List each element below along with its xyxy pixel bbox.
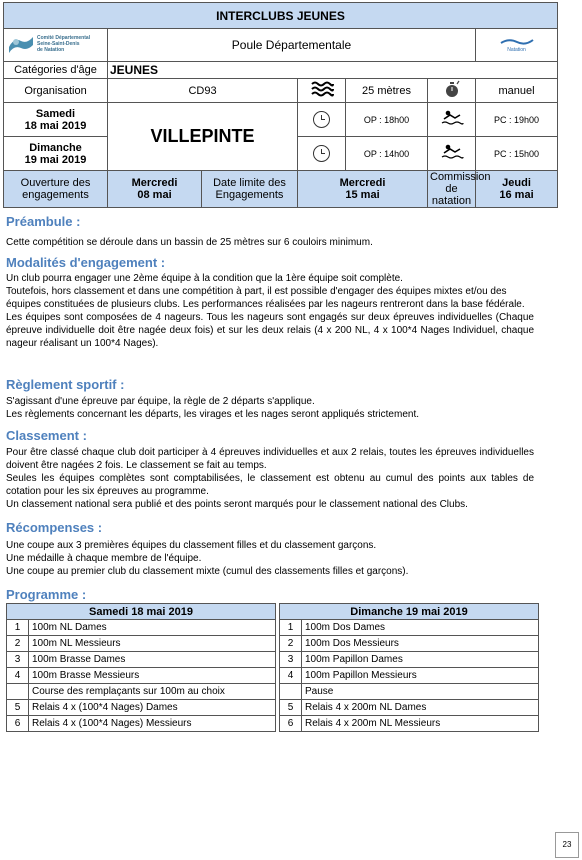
committee-logo-icon: [8, 33, 34, 55]
swimmer-dive-icon: [428, 103, 476, 137]
organisation-value: CD93: [108, 79, 298, 103]
event-number: 3: [280, 652, 302, 668]
ouverture-label: Ouverture des engagements: [4, 171, 108, 208]
table-row: [7, 620, 539, 636]
event-number: 5: [7, 700, 29, 716]
event-name: 100m Papillon Dames: [302, 652, 539, 668]
organisation-label: Organisation: [4, 79, 108, 103]
event-number: 3: [7, 652, 29, 668]
reglement-heading: Règlement sportif :: [6, 377, 125, 392]
programme-day2-header: Dimanche 19 mai 2019: [280, 604, 539, 620]
table-row: [7, 668, 539, 684]
categories-value: JEUNES: [108, 62, 558, 79]
event-name: Relais 4 x 200m NL Messieurs: [302, 716, 539, 732]
venue-city: VILLEPINTE: [108, 103, 298, 171]
swimmer-dive-icon: [428, 137, 476, 171]
event-name: 100m Dos Dames: [302, 620, 539, 636]
day2-cell: [4, 137, 108, 171]
day2-date: 19 mai 2019: [24, 153, 87, 166]
recompenses-text: Une coupe aux 3 premières équipes du classement filles et du classement garçons. Une médaille à chaque membre de l'équipe. Une coupe au premier club du classement mixte (cumul des classements filles et garçons).: [6, 540, 409, 577]
event-name: Relais 4 x (100*4 Nages) Messieurs: [29, 716, 276, 732]
event-name: 100m Papillon Messieurs: [302, 668, 539, 684]
event-info-table: [3, 2, 558, 208]
programme-table: [6, 603, 539, 732]
event-name: 100m NL Dames: [29, 620, 276, 636]
programme-day1-header: Samedi 18 mai 2019: [7, 604, 276, 620]
pool-waves-icon: [298, 79, 346, 103]
event-number: [280, 684, 302, 700]
event-name: 100m Dos Messieurs: [302, 636, 539, 652]
table-row: [7, 652, 539, 668]
classement-heading: Classement :: [6, 428, 87, 443]
limite-date-cell: Mercredi 15 mai: [298, 171, 428, 208]
event-name: Relais 4 x (100*4 Nages) Dames: [29, 700, 276, 716]
ffn-logo-icon: [500, 37, 534, 47]
event-number: [7, 684, 29, 700]
table-row: [7, 700, 539, 716]
day1-cell: [4, 103, 108, 137]
event-number: 2: [7, 636, 29, 652]
recompenses-heading: Récompenses :: [6, 520, 103, 535]
event-title: INTERCLUBS JEUNES: [4, 3, 558, 29]
reglement-text: S'agissant d'une épreuve par équipe, la règle de 2 départs s'applique. Les règlements concernant les départs, les virages et les nages seront appliqués strictement.: [6, 396, 419, 420]
categories-label: Catégories d'âge: [4, 62, 108, 79]
clock-icon: [298, 137, 346, 171]
timing-mode: manuel: [476, 79, 558, 103]
modalites-text: Un club pourra engager une 2ème équipe à la condition que la 1ère équipe soit complète. Toutefois, hors classement et dans une compétition à part, il est possible d'engager des équipes mixtes et/ou des équipes constituées de plusieurs clubs. Les performances réalisées par les nageurs rentreront dans la base fédérale. Les équipes sont composées de 4 nageurs. Tous les nageurs sont engagés sur deux épreuves individuelles (Chaque épreuve individuelle doit être nagée deux fois) et sur les deux relais (4 x 200 NL, 4 x 100*4 Nages Individuel, chaque nageur réalisant un 100*4 Nages).: [6, 273, 534, 349]
preambule-heading: Préambule :: [6, 214, 81, 229]
event-number: 1: [280, 620, 302, 636]
commission-date-cell: Jeudi 16 mai: [476, 171, 558, 208]
day1-pc-time: PC : 19h00: [476, 103, 558, 137]
day2-label: Dimanche: [29, 141, 82, 154]
event-name: Relais 4 x 200m NL Dames: [302, 700, 539, 716]
pool-length: 25 mètres: [346, 79, 428, 103]
event-number: 4: [280, 668, 302, 684]
commission-label: Commission de natation: [428, 171, 476, 208]
ffn-logo: Natation: [476, 29, 558, 62]
clock-icon: [298, 103, 346, 137]
poule-label: Poule Départementale: [108, 29, 476, 62]
event-number: 5: [280, 700, 302, 716]
event-number: 6: [280, 716, 302, 732]
committee-logo: Comité Départemental Seine-Saint-Denis de Natation: [4, 29, 108, 62]
programme-heading: Programme :: [6, 587, 87, 602]
event-name: 100m Brasse Dames: [29, 652, 276, 668]
table-row: [7, 684, 539, 700]
day2-op-time: OP : 14h00: [346, 137, 428, 171]
event-number: 4: [7, 668, 29, 684]
event-number: 1: [7, 620, 29, 636]
table-row: [7, 636, 539, 652]
day1-date: 18 mai 2019: [24, 119, 87, 132]
modalites-heading: Modalités d'engagement :: [6, 255, 166, 270]
event-number: 2: [280, 636, 302, 652]
day1-label: Samedi: [35, 107, 76, 120]
stopwatch-icon: [428, 79, 476, 103]
event-name: 100m Brasse Messieurs: [29, 668, 276, 684]
limite-label: Date limite des Engagements: [202, 171, 298, 208]
day2-pc-time: PC : 15h00: [476, 137, 558, 171]
event-name: Course des remplaçants sur 100m au choix: [29, 684, 276, 700]
event-name: Pause: [302, 684, 539, 700]
preambule-text: Cette compétition se déroule dans un bassin de 25 mètres sur 6 couloirs minimum.: [6, 237, 373, 248]
day1-op-time: OP : 18h00: [346, 103, 428, 137]
event-number: 6: [7, 716, 29, 732]
page-number: 23: [555, 832, 579, 858]
ouverture-date-cell: Mercredi 08 mai: [108, 171, 202, 208]
event-name: 100m NL Messieurs: [29, 636, 276, 652]
classement-text: Pour être classé chaque club doit participer à 4 épreuves individuelles et aux 2 relais, toutes les épreuves individuelles doivent être nagées 2 fois. Le classement se fait au temps. Seules les équipes complètes sont comptabilisées, le classement est obtenu au cumul des points aux tables de cotation pour les six épreuves au programme. Un classement national sera publié et des points seront marqués pour le classement national des Clubs.: [6, 447, 534, 510]
table-row: [7, 716, 539, 732]
